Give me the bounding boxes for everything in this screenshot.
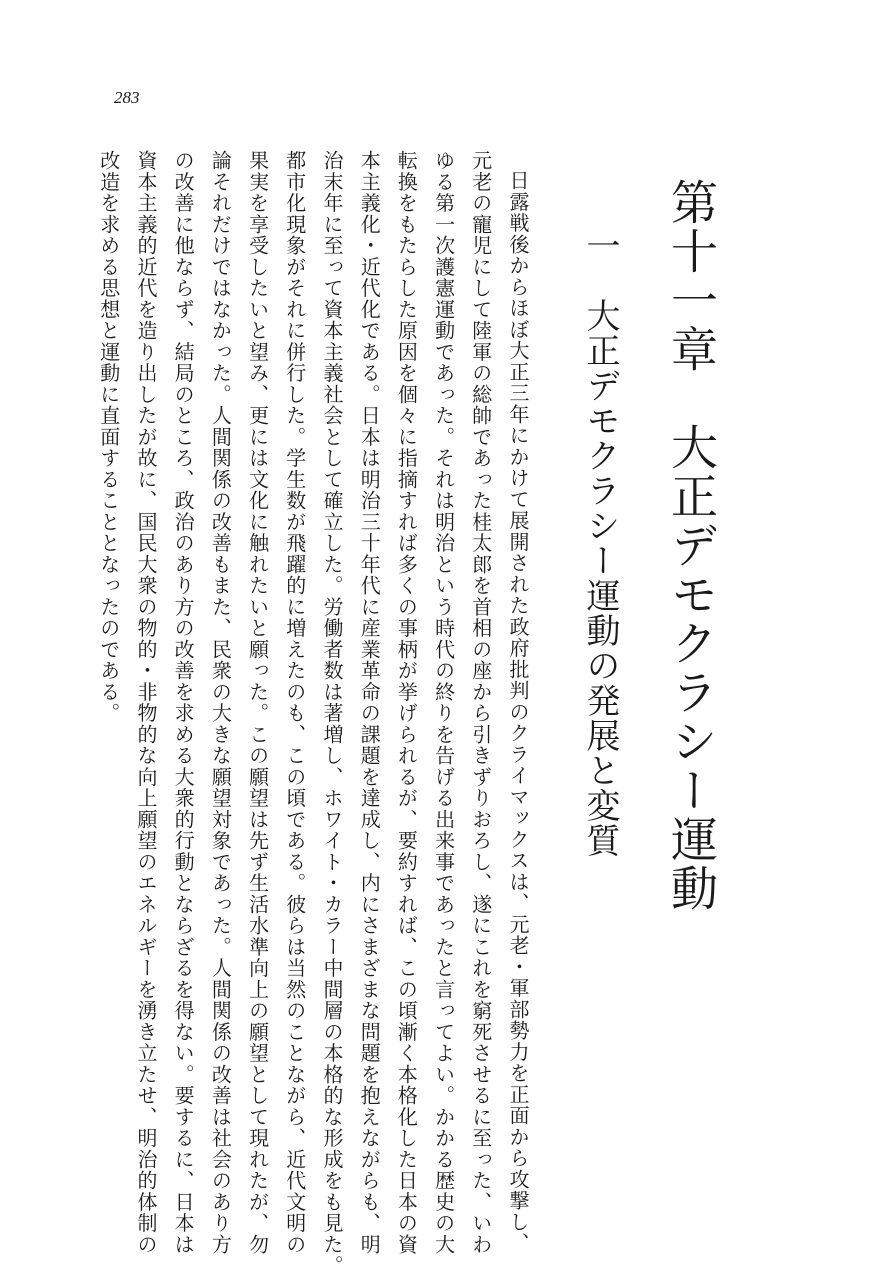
body-line: 改造を求める思想と運動に直面することとなったのである。	[96, 150, 121, 724]
body-line: 治末年に至って資本主義社会として確立した。労働者数は著増し、ホワイト・カラー中間層の本格的な形成をも見た。	[319, 150, 344, 1276]
body-line: 都市化現象がそれに併行した。学生数が飛躍的に増えたのも、この頃である。彼らは当然のことながら、近代文明の	[282, 150, 307, 1255]
body-line: 本主義化・近代化である。日本は明治三十年代に産業革命の課題を達成し、内にさまざまな問題を抱えながらも、明	[357, 150, 382, 1255]
section-title: 一 大正デモクラシー運動の発展と変質	[580, 228, 620, 858]
body-line: 資本主義的近代を造り出したが故に、国民大衆の物的・非物的な向上願望のエネルギーを湧き立たせ、明治的体制の	[133, 150, 158, 1255]
body-line: の改善に他ならず、結局のところ、政治のあり方の改善を求める大衆的行動とならざるを得ない。要するに、日本は	[171, 150, 196, 1255]
body-line: ゆる第一次護憲運動であった。それは明治という時代の終りを告げる出来事であったと言ってよい。かかる歴史の大	[431, 150, 456, 1255]
body-line: 日露戦後からほぼ大正三年にかけて展開された政府批判のクライマックスは、元老・軍部勢力を正面から攻撃し、	[506, 170, 530, 1254]
body-line: 転換をもたらした原因を個々に指摘すれば多くの事柄が挙げられるが、要約すれば、この頃漸く本格化した日本の資	[394, 150, 419, 1255]
body-line: 元老の寵児にして陸軍の総帥であった桂太郎を首相の座から引きずりおろし、遂にこれを窮死させるに至った、いわ	[468, 150, 493, 1255]
body-text	[90, 150, 536, 1276]
body-line: 論それだけではなかった。人間関係の改善もまた、民衆の大きな願望対象であった。人間関係の改善は社会のあり方	[208, 150, 233, 1255]
page-number: 283	[114, 88, 140, 107]
chapter-title: 第十一章 大正デモクラシー運動	[663, 178, 718, 913]
body-line: 果実を享受したいと望み、更には文化に触れたいと願った。この願望は先ず生活水準向上の願望として現れたが、勿	[245, 150, 270, 1255]
